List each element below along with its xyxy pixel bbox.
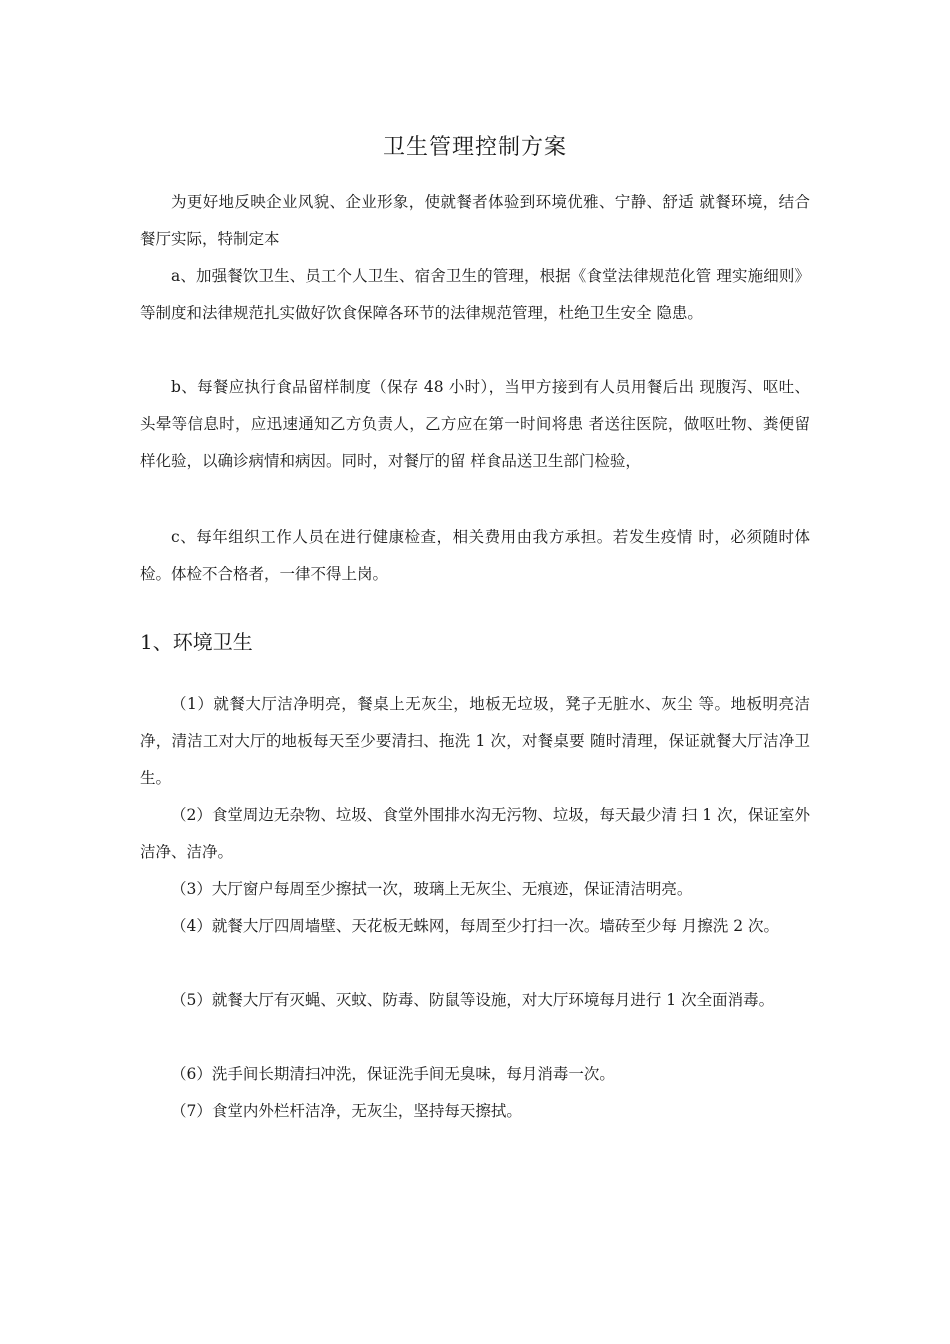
environment-item-3: （3）大厅窗户每周至少擦拭一次，玻璃上无灰尘、无痕迹，保证清洁明亮。 bbox=[171, 880, 693, 898]
clause-c-paragraph: c、每年组织工作人员在进行健康检查，相关费用由我方承担。若发生疫情 时，必须随时体检。体检不合格者，一律不得上岗。 bbox=[140, 528, 810, 583]
environment-item-6: （6）洗手间长期清扫冲洗，保证洗手间无臭味，每月消毒一次。 bbox=[171, 1065, 615, 1083]
environment-item-4: （4）就餐大厅四周墙壁、天花板无蛛网，每周至少打扫一次。墙砖至少每 月擦洗 2 次。 bbox=[171, 917, 780, 935]
environment-item-2: （2）食堂周边无杂物、垃圾、食堂外围排水沟无污物、垃圾，每天最少清 扫 1 次，保证室外洁净、洁净。 bbox=[140, 806, 811, 861]
environment-item-7: （7）食堂内外栏杆洁净，无灰尘，坚持每天擦拭。 bbox=[171, 1102, 522, 1120]
clause-a-paragraph: a、加强餐饮卫生、员工个人卫生、宿舍卫生的管理，根据《食堂法律规范化管 理实施细则》等制度和法律规范扎实做好饮食保障各环节的法律规范管理，杜绝卫生安全 隐患。 bbox=[140, 267, 810, 322]
section-heading-environment: 1、环境卫生 bbox=[140, 630, 253, 654]
document-title: 卫生管理控制方案 bbox=[382, 135, 567, 160]
environment-item-5: （5）就餐大厅有灭蝇、灭蚊、防毒、防鼠等设施，对大厅环境每月进行 1 次全面消毒。 bbox=[171, 991, 775, 1009]
intro-paragraph: 为更好地反映企业风貌、企业形象，使就餐者体验到环境优雅、宁静、舒适 就餐环境，结合餐厅实际，特制定本 bbox=[140, 193, 810, 248]
clause-b-paragraph: b、每餐应执行食品留样制度（保存 48 小时），当甲方接到有人员用餐后出 现腹泻、呕吐、头晕等信息时，应迅速通知乙方负责人，乙方应在第一时间将患 者送往医院，做呕吐物、粪便留样化验，以确诊病情和病因。同时，对餐厅的留 样食品送卫生部门检验， bbox=[140, 378, 810, 470]
environment-item-1: （1）就餐大厅洁净明亮，餐桌上无灰尘，地板无垃圾，凳子无脏水、灰尘 等。地板明亮洁净，清洁工对大厅的地板每天至少要清扫、拖洗 1 次，对餐桌要 随时清理，保证就餐大厅洁净卫生。 bbox=[140, 695, 810, 787]
